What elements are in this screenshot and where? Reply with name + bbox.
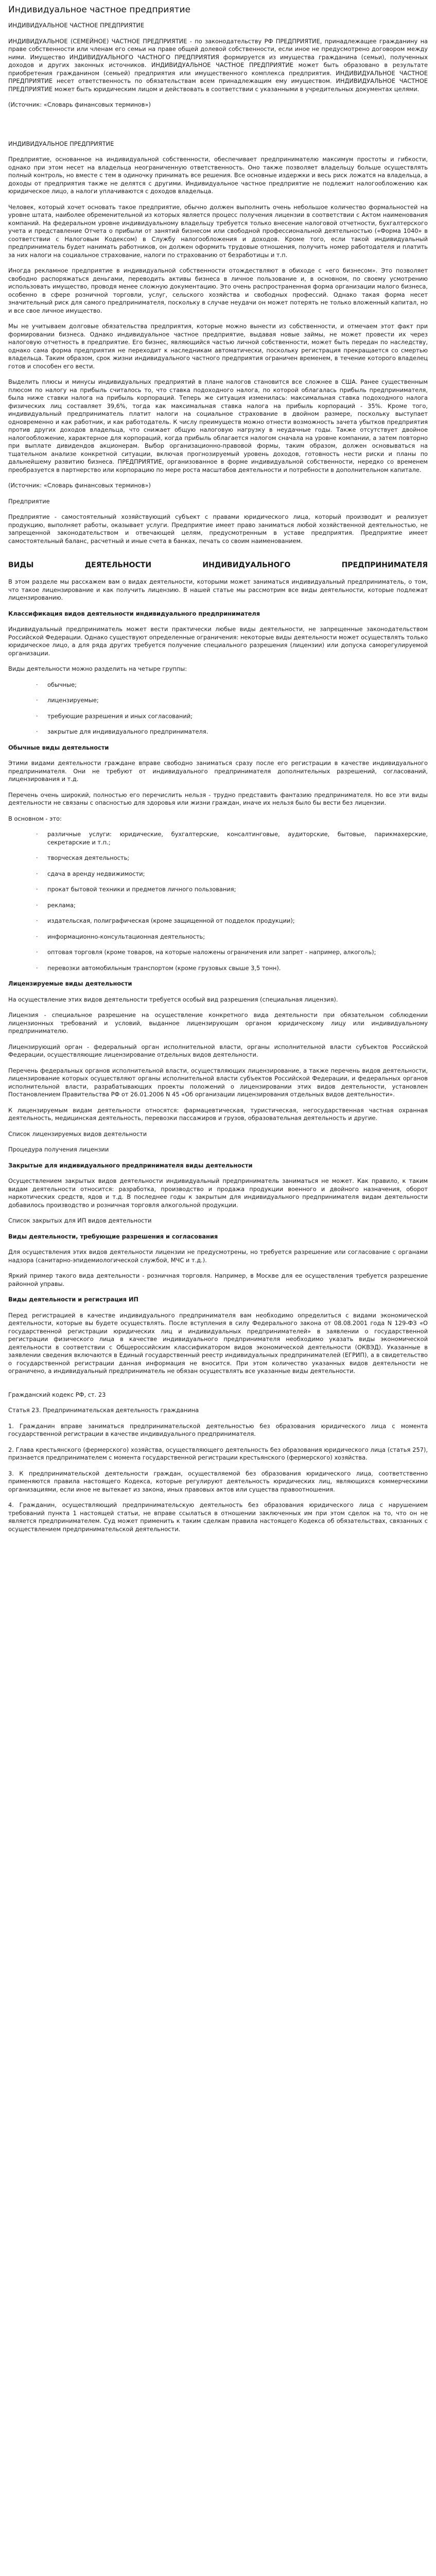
spacer xyxy=(8,570,428,578)
spacer xyxy=(36,909,428,917)
paragraph: 1. Гражданин вправе заниматься предпринимательской деятельностью без образования юридического лица с момента государственной регистрации в качестве индивидуального предпринимателя. xyxy=(8,1422,428,1437)
spacer xyxy=(8,505,428,513)
spacer xyxy=(36,957,428,964)
spacer xyxy=(36,720,428,728)
spacer xyxy=(8,1462,428,1470)
paragraph: Лицензия - специальное разрешение на осуществление конкретного вида деятельности при обязательном соблюдении лицензионных требований и условий, выданное лицензирующим органом юридическому лицу или индивидуальному предпринимателю. xyxy=(8,1011,428,1035)
paragraph: Процедура получения лицензии xyxy=(8,1146,109,1153)
spacer xyxy=(8,657,428,665)
paragraph: Осуществлением закрытых видов деятельности индивидуальный предприниматель заниматься не может. Как правило, к таким видам деятельности относится: разработка, производство и продажа продукции военного и двойного назначения, оборот наркотических средств, ядов и т.д. В последнее годы к закрытым для индивидуального предпринимателя видам деятельности добавилось производство и розничная торговля алкогольной продукции. xyxy=(8,1177,428,1209)
spacer xyxy=(36,894,428,902)
paragraph: Список лицензируемых видов деятельности xyxy=(8,1130,147,1138)
list-item-text: оптовая торговля (кроме товаров, на которые наложены ограничения или запрет - например, алкоголь); xyxy=(47,948,376,956)
spacer xyxy=(36,925,428,933)
spacer xyxy=(8,1241,428,1248)
spacer xyxy=(8,1399,428,1406)
spacer xyxy=(8,752,428,759)
paragraph: Статья 23. Предпринимательская деятельность гражданина xyxy=(8,1406,199,1414)
paragraph: Этими видами деятельности граждане вправе свободно заниматься сразу после его регистрации в качестве индивидуального предпринимателя. Они не требуют от индивидуального предпринимателя дополнительных разрешений, согласований, лицензирования и т.д. xyxy=(8,759,428,783)
list-item-text: прокат бытовой техники и предметов личного пользования; xyxy=(47,886,236,893)
spacer xyxy=(36,736,428,744)
list-item xyxy=(36,933,428,941)
subsection-heading: Обычные виды деятельности xyxy=(8,743,109,751)
subsection-heading: Классификация видов деятельности индивидуального предпринимателя xyxy=(8,609,260,617)
bullet-icon: · xyxy=(36,697,38,704)
spacer xyxy=(8,1264,428,1272)
spacer xyxy=(8,30,428,38)
paragraph: ИНДИВИДУАЛЬНОЕ (СЕМЕЙНОЕ) ЧАСТНОЕ ПРЕДПРИЯТИЕ - по законодательству РФ ПРЕДПРИЯТИЕ, принадлежащее гражданину на праве собственности или членам его семьи на праве общей долевой собственности, если иное не предусмотрено договором между ними. Имущество ИНДИВИДУАЛЬНОГО ЧАСТНОГО ПРЕДПРИЯТИЯ формируется из имущества гражданина (семьи), полученных доходов и других законных источников. ИНДИВИДУАЛЬНОЕ ЧАСТНОЕ ПРЕДПРИЯТИЕ может быть образовано в результате приобретения гражданином (семьей) предприятия или имущественного комплекса предприятия. ИНДИВИДУАЛЬНОЕ ЧАСТНОЕ ПРЕДПРИЯТИЕ несет ответственность по обязательствам всем принадлежащим ему имуществом. ИНДИВИДУАЛЬНОЕ ЧАСТНОЕ ПРЕДПРИЯТИЕ может быть юридическим лицом и действовать в соответствии с указанными в учредительных документах целями. xyxy=(8,37,428,93)
spacer xyxy=(8,1209,428,1217)
list-item xyxy=(36,681,428,689)
spacer xyxy=(8,1170,428,1177)
spacer xyxy=(36,941,428,948)
list-item-text: реклама; xyxy=(47,901,76,909)
list-item-text: издательская, полиграфическая (кроме защищенной от подделок продукции); xyxy=(47,917,295,924)
bullet-icon: · xyxy=(36,901,38,909)
paragraph: Мы не учитываем долговые обязательства предприятия, которые можно вынести из собственности, и отмечаем этот факт при формировании бизнеса. Однако индивидуальное частное предприятие, выдавая новые займы, не может провести их через налоговую отчетность в предприятие. Его бизнес, являющийся частью личной собственности, может быть передан по наследству, однако сама форма предприятия не переходит к наследникам автоматически, поскольку регистрация прекращается со смертью владельца. Таким образом, срок жизни индивидуального частного предприятия ограничен временем, в течение которого владелец готов и способен его вести. xyxy=(8,323,428,370)
bullet-icon: · xyxy=(36,728,38,735)
spacer xyxy=(8,1004,428,1011)
paragraph: Перечень федеральных органов исполнительной власти, осуществляющих лицензирование, а также перечень видов деятельности, лицензирование которых осуществляют органы исполнительной власти субъектов Российской Федерации, и федеральных органов исполнительной власти, разрабатывающих проекты положений о лицензировании этих видов деятельности, установлен Постановлением Правительства РФ от 26.01.2006 N 45 «Об организации лицензирования отдельных видов деятельности». xyxy=(8,1066,428,1098)
spacer xyxy=(8,1036,428,1043)
paragraph: В основном - это: xyxy=(8,815,62,822)
paragraph: Перед регистрацией в качестве индивидуального предпринимателя вам необходимо определиться с видами экономической деятельности, которые вы будете осуществлять. После вступления в силу Федерального закона от 08.08.2001 года N 129-ФЗ «О государственной регистрации юридических лиц и индивидуальных предпринимателей» в заявлении о государственной регистрации физического лица в качестве индивидуального предпринимателя необходимо указать виды экономической деятельности в соответствии с Общероссийским классификатором видов экономической деятельности (ОКВЭД). Указанные в заявлении сведения включаются в Единый государственный реестр индивидуальных предпринимателей (ЕГРИП), а в свидетельство о государственной регистрации данная информация не вносится. При этом количество указанных видов деятельности не ограничено, а индивидуальный предприниматель не обязан осуществлять все указанные виды деятельности. xyxy=(8,1311,428,1375)
paragraph: К лицензируемым видам деятельности относятся: фармацевтическая, туристическая, негосударственная частная охранная деятельность, медицинская деятельность, перевозки пассажиров и грузов, образовательная деятельность и другие. xyxy=(8,1106,428,1122)
list-item xyxy=(36,948,428,957)
spacer xyxy=(8,618,428,625)
bullet-list xyxy=(8,681,428,744)
bullet-icon: · xyxy=(36,854,38,861)
list-item xyxy=(36,728,428,736)
paragraph: (Источник: «Словарь финансовых терминов») xyxy=(8,101,151,108)
list-item-text: лицензируемые; xyxy=(47,697,99,704)
paragraph: 3. К предпринимательской деятельности граждан, осуществляемой без образования юридического лица, соответственно применяются правила настоящего Кодекса, которые регулируют деятельность юридических лиц, являющихся коммерческими организациями, если иное не вытекает из закона, иных правовых актов или существа правоотношения. xyxy=(8,1469,428,1493)
paragraph: Для осуществления этих видов деятельности лицензии не предусмотрены, но требуется разрешение или согласование с органами надзора (санитарно-эпидемиологической службой, МЧС и т.д.). xyxy=(8,1248,428,1264)
spacer xyxy=(8,1123,428,1130)
spacer xyxy=(8,1415,428,1422)
paragraph: Человек, который хочет основать такое предприятие, обычно должен выполнить очень небольшое количество формальностей на уровне штата, наиболее обременительной из которых является процесс получения лицензии в соответствии с Актом наименования компаний. На федеральном уровне индивидуальному владельцу требуется только внесение налоговой отчетности, бухгалтерского учета и представление Отчета о прибыли от занятий бизнесом или свободной профессиональной деятельностью («Форма 1040» в соответствии с Налоговым Кодексом) в Службу налогообложения и доходов. Кроме того, если такой индивидуальный предприниматель будет нанимать работников, он должен оформить трудовые отношения, получить номер работодателя и платить за них налоги на социальное страхование, налоги по страхованию от безработицы и т.п. xyxy=(8,203,428,259)
paragraph: Предприятие - самостоятельный хозяйствующий субъект с правами юридического лица, который производит и реализует продукцию, выполняет работы, оказывает услуги. Предприятие имеет право заниматься любой хозяйственной деятельностью, не запрещенной законодательством и отвечающей целям, предусмотренным в уставе предприятия. Предприятие имеет самостоятельный баланс, расчетный и иные счета в банках, печать со своим наименованием. xyxy=(8,513,428,545)
subsection-heading: Лицензируемые виды деятельности xyxy=(8,980,132,987)
list-item xyxy=(36,854,428,862)
list-item xyxy=(36,831,428,846)
spacer xyxy=(8,93,428,101)
bullet-icon: · xyxy=(36,831,38,838)
paragraph: 2. Глава крестьянского (фермерского) хозяйства, осуществляющего деятельность без образования юридического лица (статья 257), признается предпринимателем с момента государственной регистрации крестьянского (фермерского) хозяйства. xyxy=(8,1446,428,1461)
list-item xyxy=(36,964,428,973)
list-item xyxy=(36,902,428,910)
paragraph: Виды деятельности можно разделить на четыре группы: xyxy=(8,665,187,672)
spacer xyxy=(8,1438,428,1446)
bullet-icon: · xyxy=(36,870,38,877)
paragraph: 4. Гражданин, осуществляющий предпринимательскую деятельность без образования юридического лица с нарушением требований пункта 1 настоящей статьи, не вправе ссылаться в отношении заключенных им при этом сделок на то, что он не является предпринимателем. Суд может применить к таким сделкам правила настоящего Кодекса об обязательствах, связанных с осуществлением предпринимательской деятельности. xyxy=(8,1501,428,1533)
list-item-text: сдача в аренду недвижимости; xyxy=(47,870,145,877)
paragraph: Предприятие, основанное на индивидуальной собственности, обеспечивает предпринимателю максимум простоты и гибкости, однако при этом несет на владельца неограниченную ответственность. Оно также позволяет владельцу больше осуществлять полный контроль, но вместе с тем в одиночку принимать все решения. Все основные издержки и весь риск ложатся на владельца, а доходы от предприятия также не делятся с другими. Индивидуальное частное предприятие не подлежит налогообложению как юридическое лицо, а налоги уплачиваются с доходов владельца. xyxy=(8,156,428,195)
spacer xyxy=(36,972,428,980)
paragraph: В этом разделе мы расскажем вам о видах деятельности, которыми может заниматься индивидуальный предприниматель, о том, что такое лицензирование и как получить лицензию. В нашей статье мы рассмотрим все виды деятельности, которые подлежат лицензированию. xyxy=(8,578,428,601)
spacer xyxy=(8,545,428,561)
bullet-icon: · xyxy=(36,964,38,972)
bullet-icon: · xyxy=(36,712,38,720)
paragraph: (Источник: «Словарь финансовых терминов») xyxy=(8,482,151,489)
spacer xyxy=(8,490,428,498)
document-body xyxy=(8,22,428,1533)
list-item-text: требующие разрешения и иных согласований; xyxy=(47,712,193,720)
paragraph: На осуществление этих видов деятельности требуется особый вид разрешения (специальная лицензия). xyxy=(8,995,338,1003)
bullet-icon: · xyxy=(36,948,38,956)
paragraph: Лицензирующий орган - федеральный орган исполнительной власти, органы исполнительной власти субъектов Российской Федерации, осуществляющие лицензирование отдельных видов деятельности. xyxy=(8,1043,428,1058)
spacer xyxy=(8,109,428,125)
paragraph: Список закрытых для ИП видов деятельности xyxy=(8,1217,152,1224)
paragraph: Гражданский кодекс РФ, ст. 23 xyxy=(8,1391,106,1398)
subsection-heading: Виды деятельности, требующие разрешения и согласования xyxy=(8,1232,218,1240)
spacer xyxy=(36,689,428,697)
spacer xyxy=(8,125,428,140)
spacer xyxy=(36,846,428,854)
spacer xyxy=(8,370,428,378)
spacer xyxy=(36,705,428,713)
paragraph: ИНДИВИДУАЛЬНОЕ ПРЕДПРИЯТИЕ xyxy=(8,140,114,147)
list-item-text: творческая деятельность; xyxy=(47,854,130,861)
spacer xyxy=(8,1099,428,1107)
bullet-list xyxy=(8,831,428,980)
spacer xyxy=(8,823,428,831)
subsection-heading: Виды деятельности и регистрация ИП xyxy=(8,1296,138,1303)
bullet-icon: · xyxy=(36,681,38,688)
spacer xyxy=(8,474,428,482)
spacer xyxy=(36,878,428,886)
spacer xyxy=(8,1154,428,1162)
paragraph: Выделить плюсы и минусы индивидуальных предприятий в плане налогов становится все сложнее в США. Ранее существенным плюсом по налогу на прибыль считалось то, что ставка подоходного налога, по которой облагалась прибыль предпринимателя, была ниже ставки налога на прибыль корпораций. Теперь же ситуация изменилась: максимальная ставка подоходного налога физических лиц составляет 39,6%, тогда как максимальная ставка налога на прибыль корпораций - 35%. Кроме того, индивидуальный предприниматель платит налоги на социальное страхование в двойном размере, поскольку выступает одновременно и как работник, и как работодатель. К числу преимуществ можно отнести возможность зачета убытков предприятия против других доходов владельца, что снижает общую налоговую нагрузку в неудачные годы. Также отсутствует двойное налогообложение, характерное для корпораций, когда прибыль облагается налогом сначала на уровне компании, а затем повторно при выплате дивидендов акционерам. Выбор организационно-правовой формы, таким образом, должен основываться на тщательном анализе конкретной ситуации, включая прогнозируемый уровень доходов, готовность нести риски и планы по дальнейшему развитию бизнеса. ПРЕДПРИЯТИЕ, организованное в форме индивидуальной собственности, нередко со временем преобразуется в партнерство или корпорацию по мере роста масштабов деятельности и потребности в дополнительном капитале. xyxy=(8,378,428,473)
spacer xyxy=(8,196,428,204)
spacer xyxy=(8,1138,428,1146)
spacer xyxy=(8,315,428,323)
list-item xyxy=(36,886,428,894)
spacer xyxy=(8,1304,428,1312)
list-item-text: различные услуги: юридические, бухгалтерские, консалтинговые, аудиторские, бытовые, парикмахерские, секретарские и т.п.; xyxy=(47,831,428,846)
paragraph: Предприятие xyxy=(8,497,50,505)
spacer xyxy=(8,1376,428,1391)
paragraph: Яркий пример такого вида деятельности - розничная торговля. Например, в Москве для ее осуществления требуется разрешение районной управы. xyxy=(8,1272,428,1287)
list-item xyxy=(36,713,428,721)
list-item-text: перевозки автомобильным транспортом (кроме грузовых свыше 3,5 тонн). xyxy=(47,964,281,972)
list-item xyxy=(36,870,428,878)
spacer xyxy=(8,673,428,681)
list-item-text: обычные; xyxy=(47,681,77,688)
page-title: Индивидуальное частное предприятие xyxy=(8,5,190,15)
list-item-text: информационно-консультационная деятельность; xyxy=(47,933,205,940)
spacer xyxy=(8,1288,428,1296)
spacer xyxy=(8,988,428,996)
subsection-heading: Закрытые для индивидуального предпринимателя виды деятельности xyxy=(8,1161,253,1169)
bullet-icon: · xyxy=(36,917,38,924)
spacer xyxy=(8,602,428,610)
section-heading: ВИДЫ ДЕЯТЕЛЬНОСТИ ИНДИВИДУАЛЬНОГО ПРЕДПРИНИМАТЕЛЯ xyxy=(8,561,428,569)
list-item xyxy=(36,697,428,705)
list-item xyxy=(36,917,428,925)
paragraph: Иногда рекламное предприятие в индивидуальной собственности отождествляют в обиходе с «его бизнесом». Это позволяет свободно распоряжаться деньгами, переводить активы бизнеса в личное пользование и, в основном, по своему усмотрению использовать имущество, проводя менее сложную документацию. Это очень распространенная форма организации малого бизнеса, особенно в сфере розничной торговли, услуг, сельского хозяйства и свободных профессий. Однако такая форма несет значительный риск для самого предпринимателя, поскольку в случае неудачи он может потерять не только вложенный капитал, но и все свое личное имущество. xyxy=(8,267,428,314)
spacer xyxy=(8,148,428,156)
spacer xyxy=(8,259,428,267)
spacer xyxy=(8,1059,428,1067)
paragraph: ИНДИВИДУАЛЬНОЕ ЧАСТНОЕ ПРЕДПРИЯТИЕ xyxy=(8,22,145,29)
spacer xyxy=(8,784,428,791)
bullet-icon: · xyxy=(36,886,38,893)
spacer xyxy=(8,1225,428,1233)
list-item-text: закрытые для индивидуального предпринимателя. xyxy=(47,728,208,735)
spacer xyxy=(8,1494,428,1501)
spacer xyxy=(8,807,428,815)
paragraph: Индивидуальный предприниматель может вести практически любые виды деятельности, не запрещенные законодательством Российской Федерации. Однако существуют определенные ограничения: некоторые виды деятельности может осуществлять только юридическое лицо, а для ряда других требуется получение специального разрешения (лицензии) или допуска саморегулируемой организации. xyxy=(8,625,428,657)
spacer xyxy=(36,862,428,870)
paragraph: Перечень очень широкий, полностью его перечислить нельзя - трудно представить фантазию предпринимателя. Но все эти виды деятельности не связаны с опасностью для здоровья или жизни граждан, иначе их нельзя было бы вести без лицензии. xyxy=(8,791,428,806)
bullet-icon: · xyxy=(36,933,38,940)
